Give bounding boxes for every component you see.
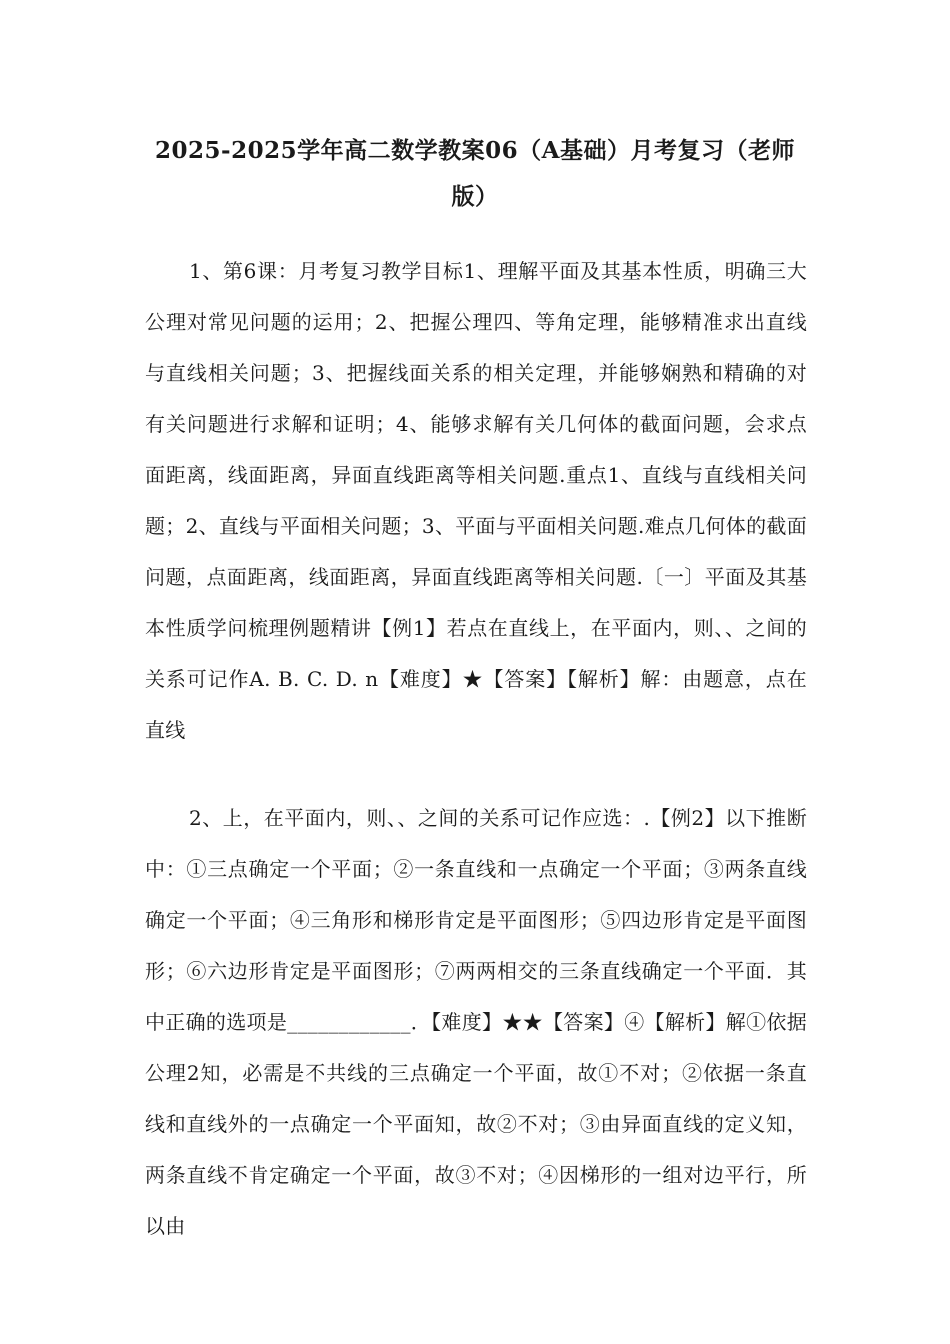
paragraph-1: 1、第6课：月考复习教学目标1、理解平面及其基本性质，明确三大公理对常见问题的运用；2、把握公理四、等角定理，能够精准求出直线与直线相关问题；3、把握线面关系的相关定理，并能够娴熟和精确的对有关问题进行求解和证明；4、能够求解有关几何体的截面问题，会求点面距离，线面距离，异面直线距离等相关问题.重点1、直线与直线相关问题；2、直线与平面相关问题；3、平面与平面相关问题.难点几何体的截面问题，点面距离，线面距离，异面直线距离等相关问题.〔一〕平面及其基本性质学问梳理例题精讲【例1】若点在直线上，在平面内，则、、之间的关系可记作A. B. C. D. n【难度】★【答案】【解析】解：由题意，点在直线 [145,259,808,742]
paragraph-2: 2、上，在平面内，则、、之间的关系可记作应选：.【例2】以下推断中：①三点确定一个平面；②一条直线和一点确定一个平面；③两条直线确定一个平面；④三角形和梯形肯定是平面图形；⑤四边形肯定是平面图形；⑥六边形肯定是平面图形；⑦两两相交的三条直线确定一个平面．其中正确的选项是____________．【难度】★★【答案】④【解析】解①依据公理2知，必需是不共线的三点确定一个平面，故①不对；②依据一条直线和直线外的一点确定一个平面知，故②不对；③由异面直线的定义知，两条直线不肯定确定一个平面，故③不对；④因梯形的一组对边平行，所以由 [145,806,807,1238]
document-title: 2025-2025学年高二数学教案06（A基础）月考复习（老师版） [155,137,795,210]
